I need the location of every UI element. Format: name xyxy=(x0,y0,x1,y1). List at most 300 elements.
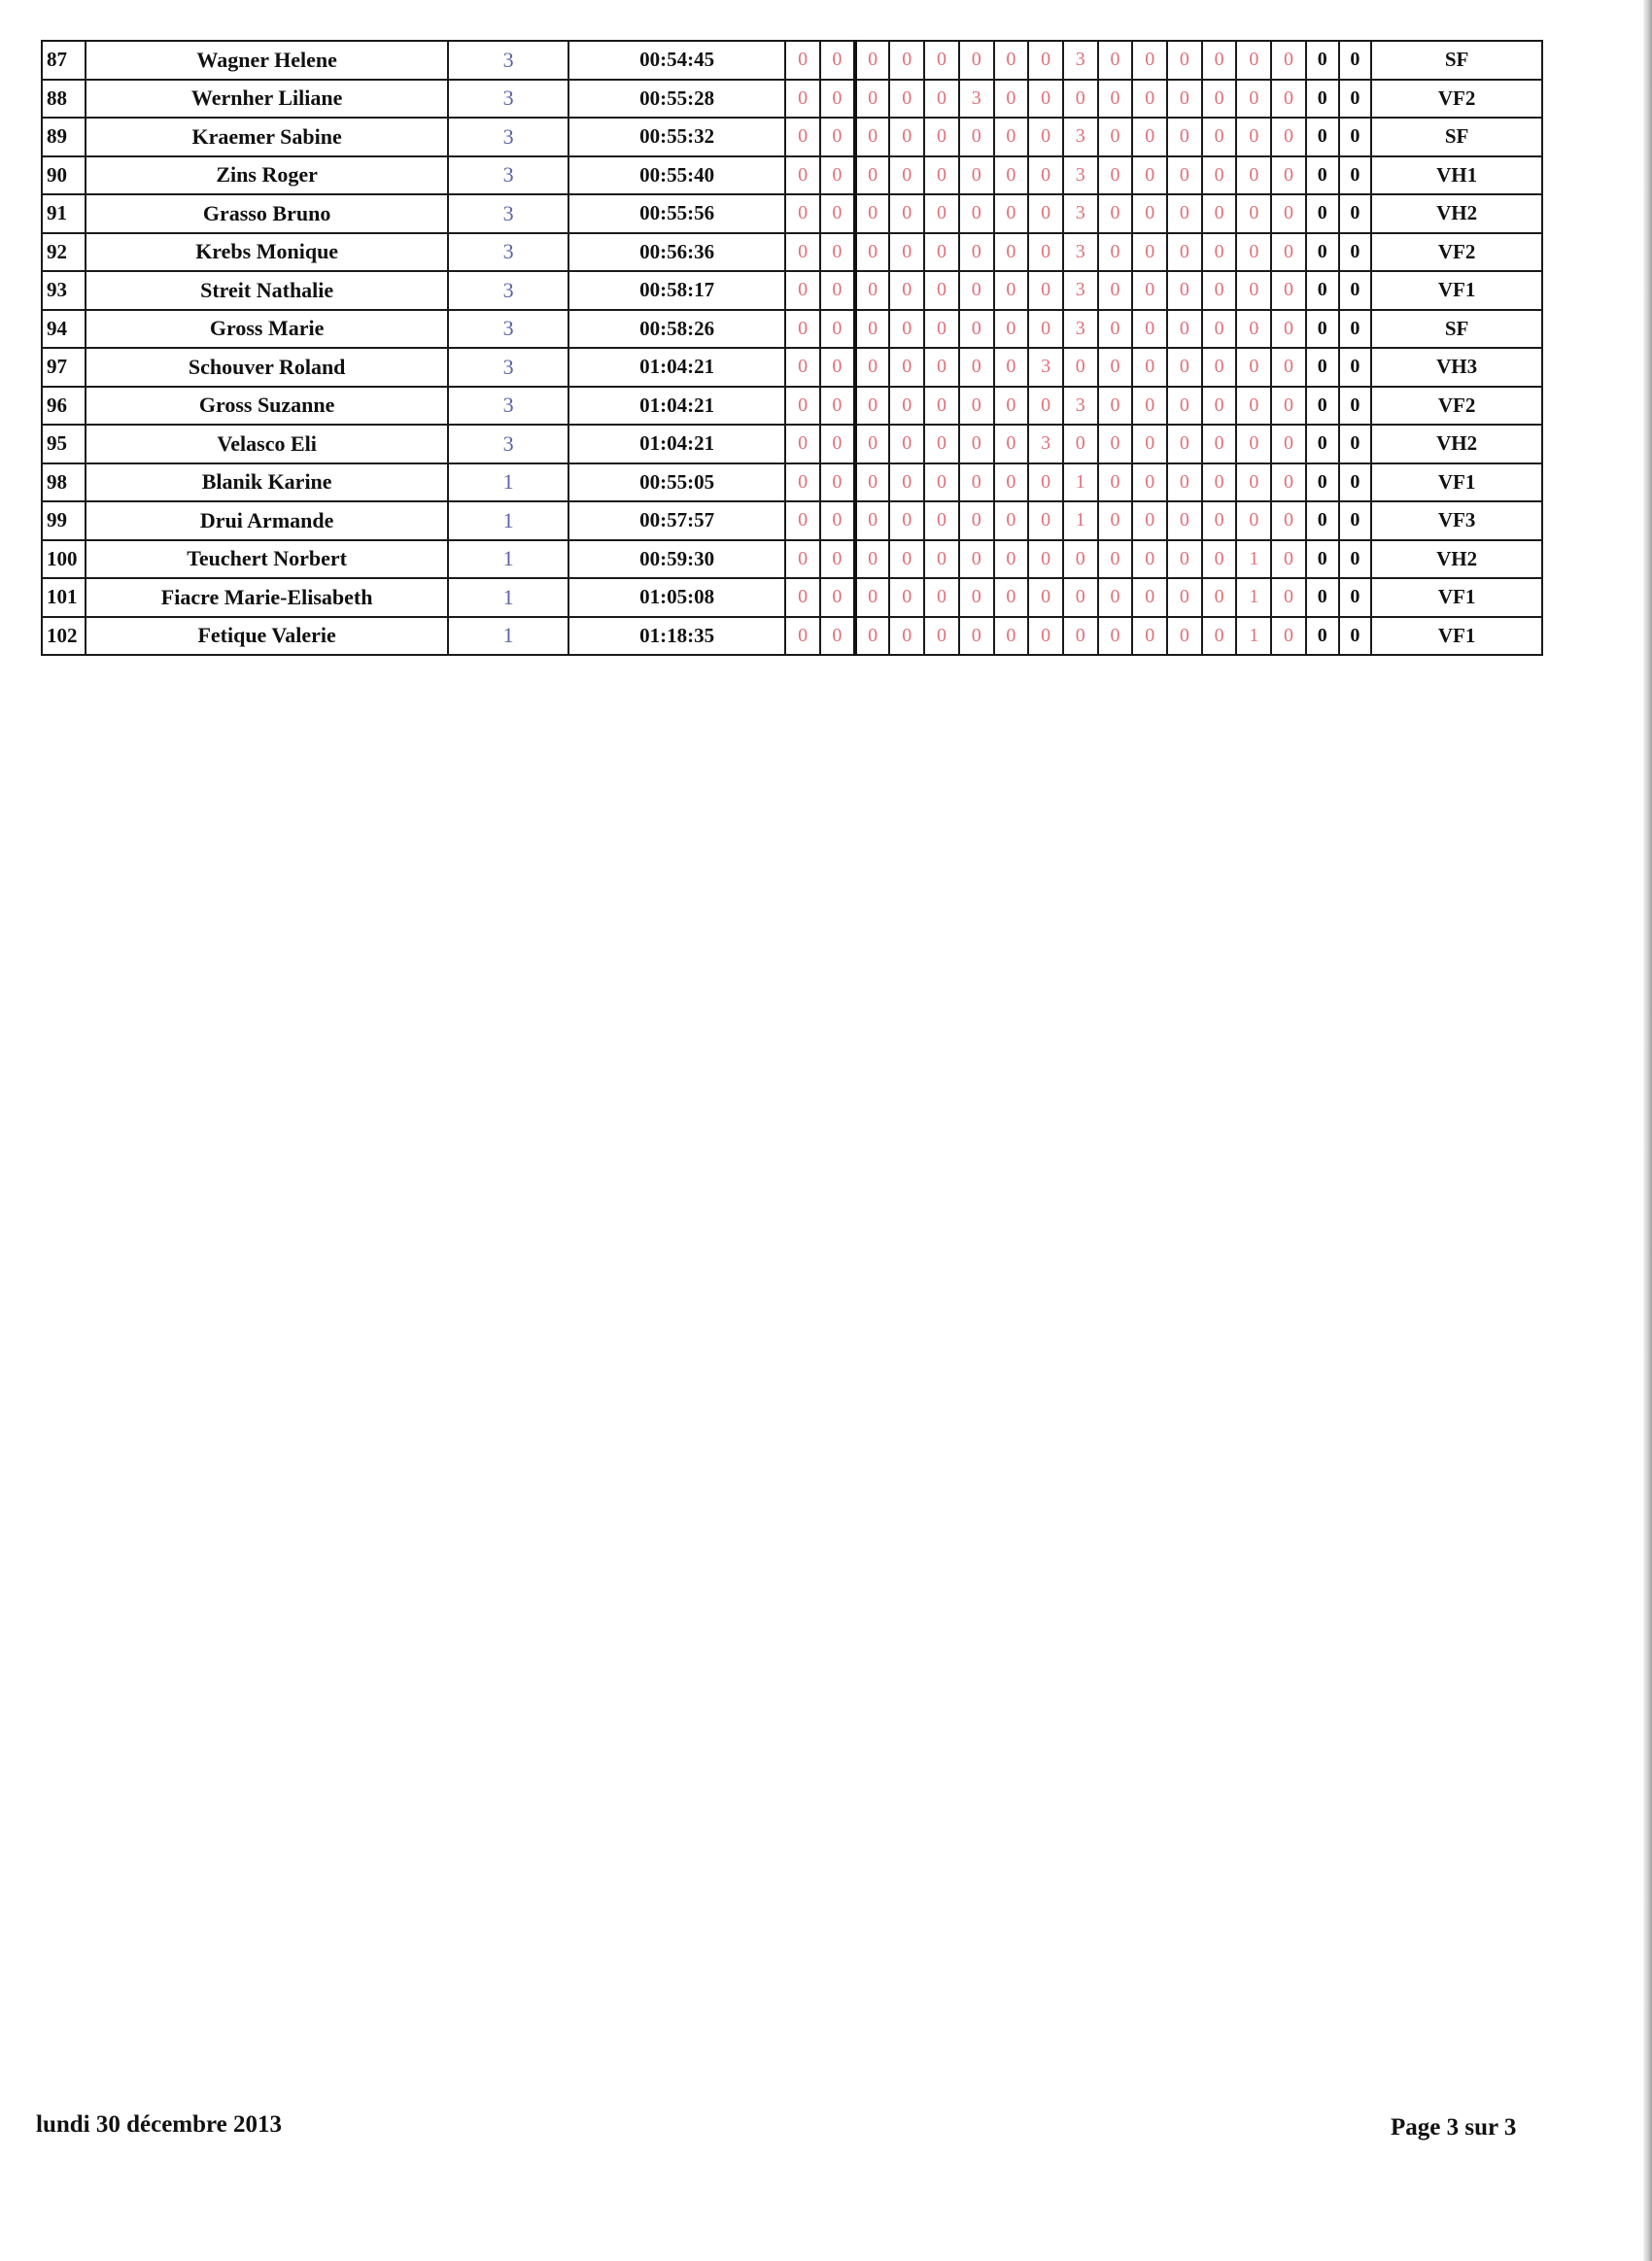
rank-cell: 101 xyxy=(42,578,86,617)
score-cell: 0 xyxy=(1236,271,1271,310)
score-cell: 0 xyxy=(1202,310,1237,349)
total-cell: 0 xyxy=(1339,501,1372,540)
score-cell: 0 xyxy=(855,425,890,463)
runner-name-cell: Schouver Roland xyxy=(86,348,448,387)
score-cell: 0 xyxy=(820,348,855,387)
score-cell: 0 xyxy=(1063,540,1098,579)
runner-name-cell: Gross Marie xyxy=(86,310,448,349)
category-cell: VF1 xyxy=(1371,578,1542,617)
score-cell: 0 xyxy=(889,617,924,656)
score-cell: 0 xyxy=(1132,310,1167,349)
laps-cell: 3 xyxy=(448,118,568,156)
score-cell: 0 xyxy=(924,310,959,349)
score-cell: 0 xyxy=(994,310,1029,349)
rank-cell: 94 xyxy=(42,310,86,349)
score-cell: 0 xyxy=(994,387,1029,426)
score-cell: 0 xyxy=(994,271,1029,310)
score-cell: 0 xyxy=(1063,348,1098,387)
score-cell: 0 xyxy=(1098,156,1133,195)
score-cell: 0 xyxy=(1271,387,1306,426)
category-cell: VH2 xyxy=(1371,425,1542,463)
score-cell: 0 xyxy=(924,271,959,310)
score-cell: 0 xyxy=(1132,233,1167,272)
total-cell: 0 xyxy=(1306,348,1339,387)
score-cell: 0 xyxy=(1132,348,1167,387)
score-cell: 0 xyxy=(820,578,855,617)
score-cell: 0 xyxy=(1271,80,1306,119)
score-cell: 0 xyxy=(785,310,820,349)
score-cell: 0 xyxy=(959,233,994,272)
score-cell: 0 xyxy=(855,387,890,426)
laps-cell: 3 xyxy=(448,41,568,80)
score-cell: 0 xyxy=(889,233,924,272)
score-cell: 0 xyxy=(855,310,890,349)
score-cell: 0 xyxy=(1167,233,1202,272)
rank-cell: 98 xyxy=(42,463,86,502)
category-cell: VF2 xyxy=(1371,233,1542,272)
score-cell: 0 xyxy=(1132,617,1167,656)
score-cell: 0 xyxy=(1202,540,1237,579)
score-cell: 0 xyxy=(1236,194,1271,233)
score-cell: 0 xyxy=(1236,233,1271,272)
table-row xyxy=(42,501,1542,540)
score-cell: 1 xyxy=(1063,501,1098,540)
results-table xyxy=(41,40,1543,656)
runner-name-cell: Drui Armande xyxy=(86,501,448,540)
rank-cell: 90 xyxy=(42,156,86,195)
score-cell: 0 xyxy=(1132,425,1167,463)
score-cell: 0 xyxy=(855,80,890,119)
score-cell: 0 xyxy=(1271,118,1306,156)
rank-cell: 89 xyxy=(42,118,86,156)
score-cell: 0 xyxy=(994,578,1029,617)
laps-cell: 1 xyxy=(448,617,568,656)
score-cell: 0 xyxy=(1236,348,1271,387)
score-cell: 0 xyxy=(1028,310,1063,349)
category-cell: VH3 xyxy=(1371,348,1542,387)
total-cell: 0 xyxy=(1306,425,1339,463)
score-cell: 0 xyxy=(959,156,994,195)
laps-cell: 3 xyxy=(448,425,568,463)
score-cell: 0 xyxy=(820,118,855,156)
score-cell: 0 xyxy=(1202,156,1237,195)
total-cell: 0 xyxy=(1306,387,1339,426)
time-cell: 00:56:36 xyxy=(568,233,785,272)
score-cell: 0 xyxy=(785,156,820,195)
score-cell: 0 xyxy=(924,425,959,463)
score-cell: 0 xyxy=(1236,156,1271,195)
score-cell: 0 xyxy=(1063,578,1098,617)
time-cell: 01:04:21 xyxy=(568,425,785,463)
score-cell: 0 xyxy=(1167,463,1202,502)
score-cell: 0 xyxy=(959,540,994,579)
time-cell: 01:18:35 xyxy=(568,617,785,656)
score-cell: 0 xyxy=(959,425,994,463)
score-cell: 0 xyxy=(785,387,820,426)
category-cell: VF3 xyxy=(1371,501,1542,540)
laps-cell: 3 xyxy=(448,156,568,195)
scan-edge-shadow xyxy=(1643,0,1652,2261)
rank-cell: 96 xyxy=(42,387,86,426)
score-cell: 0 xyxy=(1271,501,1306,540)
score-cell: 0 xyxy=(1271,425,1306,463)
score-cell: 0 xyxy=(1271,271,1306,310)
laps-cell: 1 xyxy=(448,578,568,617)
time-cell: 01:04:21 xyxy=(568,387,785,426)
total-cell: 0 xyxy=(1339,194,1372,233)
score-cell: 0 xyxy=(959,387,994,426)
rank-cell: 102 xyxy=(42,617,86,656)
score-cell: 0 xyxy=(1271,578,1306,617)
table-row xyxy=(42,540,1542,579)
score-cell: 0 xyxy=(1202,271,1237,310)
score-cell: 0 xyxy=(994,118,1029,156)
category-cell: VH1 xyxy=(1371,156,1542,195)
results-body xyxy=(42,41,1542,655)
score-cell: 0 xyxy=(889,425,924,463)
total-cell: 0 xyxy=(1306,501,1339,540)
runner-name-cell: Krebs Monique xyxy=(86,233,448,272)
score-cell: 0 xyxy=(1028,118,1063,156)
score-cell: 0 xyxy=(1132,271,1167,310)
score-cell: 0 xyxy=(1028,578,1063,617)
rank-cell: 97 xyxy=(42,348,86,387)
score-cell: 0 xyxy=(1132,194,1167,233)
score-cell: 0 xyxy=(1028,271,1063,310)
laps-cell: 3 xyxy=(448,271,568,310)
score-cell: 0 xyxy=(994,80,1029,119)
score-cell: 0 xyxy=(959,463,994,502)
score-cell: 0 xyxy=(1028,156,1063,195)
score-cell: 0 xyxy=(1098,118,1133,156)
category-cell: VF2 xyxy=(1371,80,1542,119)
total-cell: 0 xyxy=(1339,387,1372,426)
score-cell: 0 xyxy=(924,41,959,80)
rank-cell: 87 xyxy=(42,41,86,80)
score-cell: 0 xyxy=(1202,194,1237,233)
score-cell: 0 xyxy=(1028,80,1063,119)
score-cell: 0 xyxy=(959,41,994,80)
total-cell: 0 xyxy=(1306,578,1339,617)
score-cell: 0 xyxy=(959,501,994,540)
score-cell: 0 xyxy=(1028,41,1063,80)
score-cell: 0 xyxy=(1202,578,1237,617)
total-cell: 0 xyxy=(1306,271,1339,310)
time-cell: 00:57:57 xyxy=(568,501,785,540)
score-cell: 0 xyxy=(1098,501,1133,540)
score-cell: 0 xyxy=(1167,156,1202,195)
runner-name-cell: Velasco Eli xyxy=(86,425,448,463)
score-cell: 0 xyxy=(1167,617,1202,656)
laps-cell: 3 xyxy=(448,80,568,119)
score-cell: 0 xyxy=(1271,156,1306,195)
score-cell: 0 xyxy=(959,578,994,617)
score-cell: 0 xyxy=(924,80,959,119)
table-row xyxy=(42,617,1542,656)
footer-date: lundi 30 décembre 2013 xyxy=(36,2111,283,2138)
total-cell: 0 xyxy=(1339,310,1372,349)
category-cell: VF1 xyxy=(1371,271,1542,310)
score-cell: 0 xyxy=(924,540,959,579)
score-cell: 0 xyxy=(1271,463,1306,502)
score-cell: 0 xyxy=(1167,501,1202,540)
total-cell: 0 xyxy=(1339,41,1372,80)
score-cell: 0 xyxy=(1098,41,1133,80)
time-cell: 01:05:08 xyxy=(568,578,785,617)
score-cell: 0 xyxy=(1202,118,1237,156)
total-cell: 0 xyxy=(1339,425,1372,463)
laps-cell: 3 xyxy=(448,233,568,272)
score-cell: 0 xyxy=(1098,540,1133,579)
score-cell: 0 xyxy=(1271,348,1306,387)
score-cell: 0 xyxy=(1098,271,1133,310)
score-cell: 0 xyxy=(994,463,1029,502)
score-cell: 3 xyxy=(959,80,994,119)
score-cell: 0 xyxy=(889,156,924,195)
score-cell: 0 xyxy=(1167,578,1202,617)
table-row xyxy=(42,233,1542,272)
score-cell: 0 xyxy=(820,463,855,502)
score-cell: 0 xyxy=(1028,617,1063,656)
score-cell: 0 xyxy=(1202,233,1237,272)
rank-cell: 93 xyxy=(42,271,86,310)
score-cell: 0 xyxy=(1167,540,1202,579)
total-cell: 0 xyxy=(1306,310,1339,349)
score-cell: 0 xyxy=(889,310,924,349)
score-cell: 0 xyxy=(1132,156,1167,195)
score-cell: 0 xyxy=(785,271,820,310)
score-cell: 0 xyxy=(994,348,1029,387)
score-cell: 0 xyxy=(924,578,959,617)
score-cell: 3 xyxy=(1063,387,1098,426)
total-cell: 0 xyxy=(1339,156,1372,195)
score-cell: 0 xyxy=(994,617,1029,656)
total-cell: 0 xyxy=(1339,271,1372,310)
time-cell: 01:04:21 xyxy=(568,348,785,387)
category-cell: VF1 xyxy=(1371,463,1542,502)
total-cell: 0 xyxy=(1339,463,1372,502)
score-cell: 0 xyxy=(855,463,890,502)
score-cell: 0 xyxy=(1202,463,1237,502)
score-cell: 0 xyxy=(785,463,820,502)
score-cell: 0 xyxy=(820,194,855,233)
time-cell: 00:54:45 xyxy=(568,41,785,80)
score-cell: 0 xyxy=(1132,501,1167,540)
table-row xyxy=(42,156,1542,195)
score-cell: 0 xyxy=(994,425,1029,463)
score-cell: 1 xyxy=(1236,617,1271,656)
score-cell: 0 xyxy=(785,118,820,156)
table-row xyxy=(42,80,1542,119)
score-cell: 0 xyxy=(785,540,820,579)
runner-name-cell: Blanik Karine xyxy=(86,463,448,502)
runner-name-cell: Teuchert Norbert xyxy=(86,540,448,579)
category-cell: VF1 xyxy=(1371,617,1542,656)
score-cell: 0 xyxy=(1236,80,1271,119)
score-cell: 0 xyxy=(1098,425,1133,463)
total-cell: 0 xyxy=(1306,463,1339,502)
score-cell: 0 xyxy=(924,617,959,656)
score-cell: 0 xyxy=(1167,425,1202,463)
category-cell: SF xyxy=(1371,41,1542,80)
score-cell: 0 xyxy=(1028,540,1063,579)
rank-cell: 92 xyxy=(42,233,86,272)
score-cell: 0 xyxy=(1098,348,1133,387)
score-cell: 1 xyxy=(1236,540,1271,579)
score-cell: 0 xyxy=(994,41,1029,80)
score-cell: 0 xyxy=(1098,578,1133,617)
score-cell: 0 xyxy=(1202,348,1237,387)
total-cell: 0 xyxy=(1306,194,1339,233)
laps-cell: 1 xyxy=(448,463,568,502)
rank-cell: 95 xyxy=(42,425,86,463)
score-cell: 0 xyxy=(1028,233,1063,272)
time-cell: 00:59:30 xyxy=(568,540,785,579)
score-cell: 0 xyxy=(959,118,994,156)
table-row xyxy=(42,194,1542,233)
score-cell: 0 xyxy=(959,617,994,656)
score-cell: 0 xyxy=(785,501,820,540)
score-cell: 0 xyxy=(1167,348,1202,387)
score-cell: 0 xyxy=(1028,463,1063,502)
score-cell: 0 xyxy=(959,310,994,349)
score-cell: 0 xyxy=(855,501,890,540)
score-cell: 0 xyxy=(1063,80,1098,119)
total-cell: 0 xyxy=(1339,617,1372,656)
score-cell: 0 xyxy=(1132,463,1167,502)
score-cell: 0 xyxy=(889,348,924,387)
laps-cell: 3 xyxy=(448,310,568,349)
score-cell: 0 xyxy=(924,118,959,156)
score-cell: 0 xyxy=(1202,387,1237,426)
runner-name-cell: Fetique Valerie xyxy=(86,617,448,656)
score-cell: 0 xyxy=(820,233,855,272)
rank-cell: 88 xyxy=(42,80,86,119)
score-cell: 0 xyxy=(924,233,959,272)
score-cell: 0 xyxy=(1063,617,1098,656)
score-cell: 0 xyxy=(855,156,890,195)
score-cell: 0 xyxy=(994,233,1029,272)
score-cell: 0 xyxy=(785,41,820,80)
score-cell: 0 xyxy=(889,41,924,80)
total-cell: 0 xyxy=(1306,617,1339,656)
score-cell: 3 xyxy=(1063,41,1098,80)
score-cell: 0 xyxy=(924,501,959,540)
runner-name-cell: Zins Roger xyxy=(86,156,448,195)
score-cell: 0 xyxy=(1271,41,1306,80)
score-cell: 3 xyxy=(1063,194,1098,233)
score-cell: 0 xyxy=(785,348,820,387)
runner-name-cell: Streit Nathalie xyxy=(86,271,448,310)
runner-name-cell: Wagner Helene xyxy=(86,41,448,80)
score-cell: 0 xyxy=(1236,463,1271,502)
score-cell: 0 xyxy=(1098,463,1133,502)
category-cell: SF xyxy=(1371,118,1542,156)
score-cell: 3 xyxy=(1063,156,1098,195)
table-row xyxy=(42,463,1542,502)
score-cell: 0 xyxy=(889,194,924,233)
total-cell: 0 xyxy=(1339,118,1372,156)
score-cell: 0 xyxy=(1132,41,1167,80)
total-cell: 0 xyxy=(1306,41,1339,80)
score-cell: 0 xyxy=(855,348,890,387)
score-cell: 0 xyxy=(889,578,924,617)
score-cell: 0 xyxy=(1167,194,1202,233)
total-cell: 0 xyxy=(1339,348,1372,387)
score-cell: 0 xyxy=(820,501,855,540)
rank-cell: 91 xyxy=(42,194,86,233)
score-cell: 0 xyxy=(889,271,924,310)
rank-cell: 99 xyxy=(42,501,86,540)
score-cell: 0 xyxy=(889,80,924,119)
score-cell: 0 xyxy=(1098,310,1133,349)
score-cell: 0 xyxy=(1028,501,1063,540)
score-cell: 0 xyxy=(1063,425,1098,463)
score-cell: 0 xyxy=(1028,387,1063,426)
laps-cell: 1 xyxy=(448,540,568,579)
score-cell: 0 xyxy=(924,348,959,387)
score-cell: 0 xyxy=(1271,617,1306,656)
score-cell: 0 xyxy=(1098,194,1133,233)
score-cell: 0 xyxy=(820,80,855,119)
score-cell: 0 xyxy=(785,617,820,656)
score-cell: 0 xyxy=(820,310,855,349)
score-cell: 0 xyxy=(924,194,959,233)
score-cell: 0 xyxy=(994,501,1029,540)
total-cell: 0 xyxy=(1339,80,1372,119)
score-cell: 0 xyxy=(1132,387,1167,426)
score-cell: 0 xyxy=(889,540,924,579)
total-cell: 0 xyxy=(1339,578,1372,617)
total-cell: 0 xyxy=(1306,80,1339,119)
score-cell: 3 xyxy=(1063,118,1098,156)
laps-cell: 1 xyxy=(448,501,568,540)
runner-name-cell: Gross Suzanne xyxy=(86,387,448,426)
score-cell: 0 xyxy=(1167,80,1202,119)
score-cell: 0 xyxy=(889,118,924,156)
score-cell: 0 xyxy=(820,156,855,195)
score-cell: 0 xyxy=(924,463,959,502)
score-cell: 3 xyxy=(1063,233,1098,272)
score-cell: 0 xyxy=(820,41,855,80)
score-cell: 0 xyxy=(855,617,890,656)
score-cell: 0 xyxy=(1236,41,1271,80)
score-cell: 0 xyxy=(1202,501,1237,540)
score-cell: 0 xyxy=(785,80,820,119)
score-cell: 0 xyxy=(1202,617,1237,656)
score-cell: 0 xyxy=(924,387,959,426)
runner-name-cell: Wernher Liliane xyxy=(86,80,448,119)
score-cell: 0 xyxy=(889,463,924,502)
runner-name-cell: Grasso Bruno xyxy=(86,194,448,233)
score-cell: 0 xyxy=(855,118,890,156)
score-cell: 0 xyxy=(855,233,890,272)
score-cell: 0 xyxy=(820,387,855,426)
score-cell: 0 xyxy=(1098,80,1133,119)
category-cell: VH2 xyxy=(1371,540,1542,579)
score-cell: 0 xyxy=(820,425,855,463)
score-cell: 0 xyxy=(785,578,820,617)
score-cell: 0 xyxy=(924,156,959,195)
table-row xyxy=(42,348,1542,387)
score-cell: 0 xyxy=(1236,310,1271,349)
score-cell: 0 xyxy=(1098,387,1133,426)
score-cell: 0 xyxy=(785,194,820,233)
score-cell: 3 xyxy=(1063,310,1098,349)
laps-cell: 3 xyxy=(448,387,568,426)
score-cell: 3 xyxy=(1063,271,1098,310)
score-cell: 0 xyxy=(855,41,890,80)
